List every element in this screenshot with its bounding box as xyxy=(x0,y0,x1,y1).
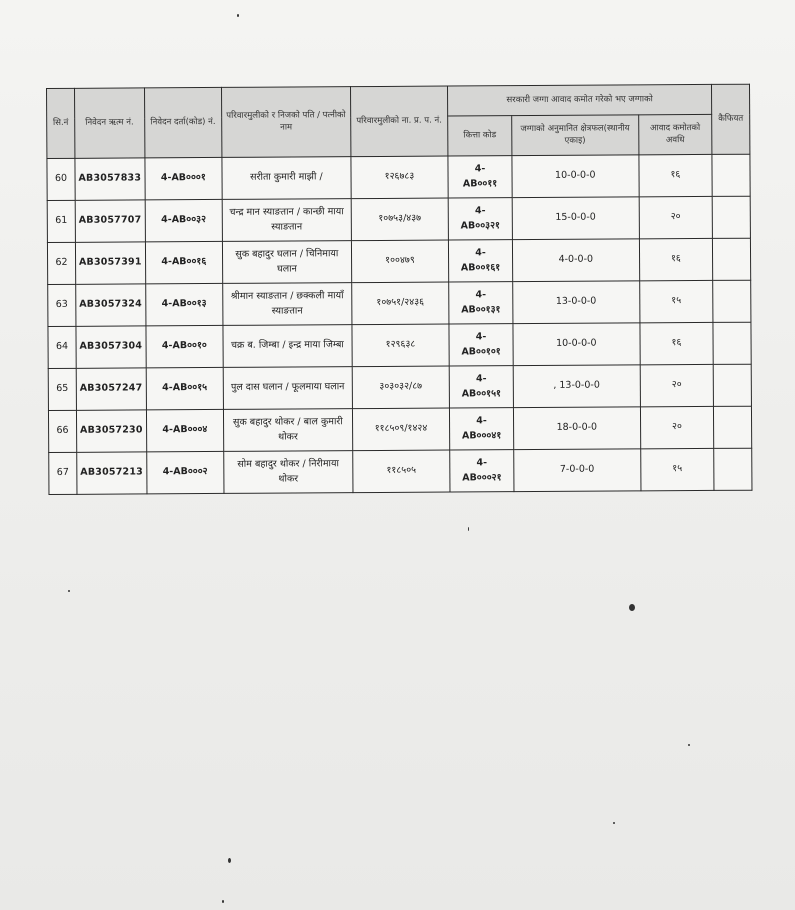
citizenship-cell: ३०३०३२/८७ xyxy=(352,366,450,409)
paper-speck xyxy=(688,744,690,746)
area-cell: 13-0-0-0 xyxy=(513,281,640,324)
registration-code-cell: 4-AB०००१ xyxy=(145,157,223,199)
application-number-cell: AB3057230 xyxy=(76,410,146,452)
area-cell: 7-0-0-0 xyxy=(514,449,641,492)
remarks-cell xyxy=(714,406,752,448)
registration-code-cell: 4-AB०००२ xyxy=(146,451,224,493)
application-number-cell: AB3057213 xyxy=(77,452,147,494)
kitta-code-cell: 4- AB००१३१ xyxy=(449,282,513,324)
header-citizenship: परिवारमुलीको ना. प्र. प. नं. xyxy=(350,86,448,157)
citizenship-cell: १००४७९ xyxy=(351,240,449,283)
citizenship-cell: ११८५०५ xyxy=(352,450,450,493)
serial-cell: 62 xyxy=(47,242,75,284)
header-area: जग्गाको अनुमानित क्षेत्रफल(स्थानीय एकाइ) xyxy=(512,115,639,156)
header-group-title: सरकारी जग्गा आवाद कमोत गरेको भए जग्गाको xyxy=(448,84,712,116)
area-cell: 10-0-0-0 xyxy=(513,323,640,366)
table-row xyxy=(48,322,751,368)
citizenship-cell: १२६७८३ xyxy=(351,156,449,199)
citizenship-cell: १०७५१/२४३६ xyxy=(351,282,449,325)
application-number-cell: AB3057707 xyxy=(75,200,145,242)
names-cell: श्रीमान स्याङतान / छक्कली मायाँ स्याङतान xyxy=(223,283,352,326)
paper-speck xyxy=(613,822,615,824)
registration-code-cell: 4-AB००१३ xyxy=(145,283,223,325)
registration-code-cell: 4-AB००१० xyxy=(146,325,224,367)
kitta-code-cell: 4- AB००१६१ xyxy=(449,240,513,282)
header-kitta-code: कित्ता कोड xyxy=(448,116,512,156)
table-row xyxy=(48,364,751,410)
serial-cell: 60 xyxy=(47,158,75,200)
kitta-code-cell: 4- AB००१५१ xyxy=(449,366,513,408)
area-cell: 4-0-0-0 xyxy=(512,239,639,282)
names-cell: चक्र ब. जिम्बा / इन्द्र माया जिम्बा xyxy=(223,325,352,368)
remarks-cell xyxy=(712,238,750,280)
registration-code-cell: 4-AB००१६ xyxy=(145,241,223,283)
citizenship-cell: १२९६३८ xyxy=(352,324,450,367)
application-number-cell: AB3057833 xyxy=(75,158,145,200)
remarks-cell xyxy=(714,448,752,490)
area-cell: , 13-0-0-0 xyxy=(513,365,640,408)
paper-speck xyxy=(222,900,224,903)
paper-speck xyxy=(468,527,469,531)
header-application-number: निवेदन ऋत्म नं. xyxy=(74,88,144,158)
citizenship-cell: ११८५०९/१४२४ xyxy=(352,408,450,451)
application-number-cell: AB3057324 xyxy=(76,284,146,326)
names-cell: सुक बहादुर थोकर / बाल कुमारी थोकर xyxy=(223,409,352,452)
kitta-code-cell: 4- AB०००४१ xyxy=(450,408,514,450)
paper-speck xyxy=(68,590,70,592)
paper-speck xyxy=(629,604,635,611)
table-row xyxy=(47,154,750,200)
duration-cell: २० xyxy=(639,196,713,238)
header-serial: सि.नं xyxy=(47,88,75,158)
land-records-table xyxy=(46,84,752,495)
kitta-code-cell: 4- AB०००२१ xyxy=(450,450,514,492)
serial-cell: 64 xyxy=(48,326,76,368)
table-row xyxy=(48,280,751,326)
application-number-cell: AB3057391 xyxy=(75,242,145,284)
kitta-code-cell: 4- AB००११ xyxy=(448,156,512,198)
names-cell: पुल दास घलान / फूलमाया घलान xyxy=(223,367,352,410)
application-number-cell: AB3057304 xyxy=(76,326,146,368)
serial-cell: 66 xyxy=(48,410,76,452)
names-cell: सुक बहादुर घलान / चिनिमाया घलान xyxy=(222,241,351,284)
remarks-cell xyxy=(712,154,750,196)
area-cell: 15-0-0-0 xyxy=(512,197,639,240)
serial-cell: 65 xyxy=(48,368,76,410)
serial-cell: 67 xyxy=(49,452,77,494)
registration-code-cell: 4-AB००१५ xyxy=(146,367,224,409)
header-registration-code: निवेदन दर्ता(कोड) नं. xyxy=(144,87,222,157)
duration-cell: १५ xyxy=(640,448,714,490)
registration-code-cell: 4-AB००३२ xyxy=(145,199,223,241)
kitta-code-cell: 4- AB००३२१ xyxy=(448,198,512,240)
duration-cell: २० xyxy=(640,406,714,448)
paper-speck xyxy=(228,858,231,863)
paper-speck xyxy=(237,14,239,17)
table-row xyxy=(49,448,752,494)
table-row xyxy=(47,196,750,242)
remarks-cell xyxy=(713,280,751,322)
application-number-cell: AB3057247 xyxy=(76,368,146,410)
registration-code-cell: 4-AB०००४ xyxy=(146,409,224,451)
table-row xyxy=(48,406,751,452)
duration-cell: १६ xyxy=(640,322,714,364)
remarks-cell xyxy=(713,322,751,364)
kitta-code-cell: 4- AB००१०१ xyxy=(449,324,513,366)
area-cell: 18-0-0-0 xyxy=(513,407,640,450)
duration-cell: १६ xyxy=(639,154,713,196)
table-row xyxy=(47,238,750,284)
names-cell: सोम बहादुर थोकर / निरीमाया थोकर xyxy=(224,451,353,494)
remarks-cell xyxy=(713,364,751,406)
names-cell: सरीता कुमारी माझी / xyxy=(222,157,351,200)
duration-cell: १५ xyxy=(639,280,713,322)
remarks-cell xyxy=(712,196,750,238)
area-cell: 10-0-0-0 xyxy=(512,155,639,198)
serial-cell: 61 xyxy=(47,200,75,242)
header-duration: आवाद कमोतको अवधि xyxy=(638,114,712,154)
header-names: परिवारमुलीको र निजको पति / पत्नीको नाम xyxy=(221,87,350,158)
serial-cell: 63 xyxy=(48,284,76,326)
header-remarks: कैफियत xyxy=(712,84,750,154)
citizenship-cell: १०७५३/४३७ xyxy=(351,198,449,241)
names-cell: चन्द्र मान स्याङतान / कान्छी माया स्याङतान xyxy=(222,199,351,242)
duration-cell: २० xyxy=(640,364,714,406)
duration-cell: १६ xyxy=(639,238,713,280)
